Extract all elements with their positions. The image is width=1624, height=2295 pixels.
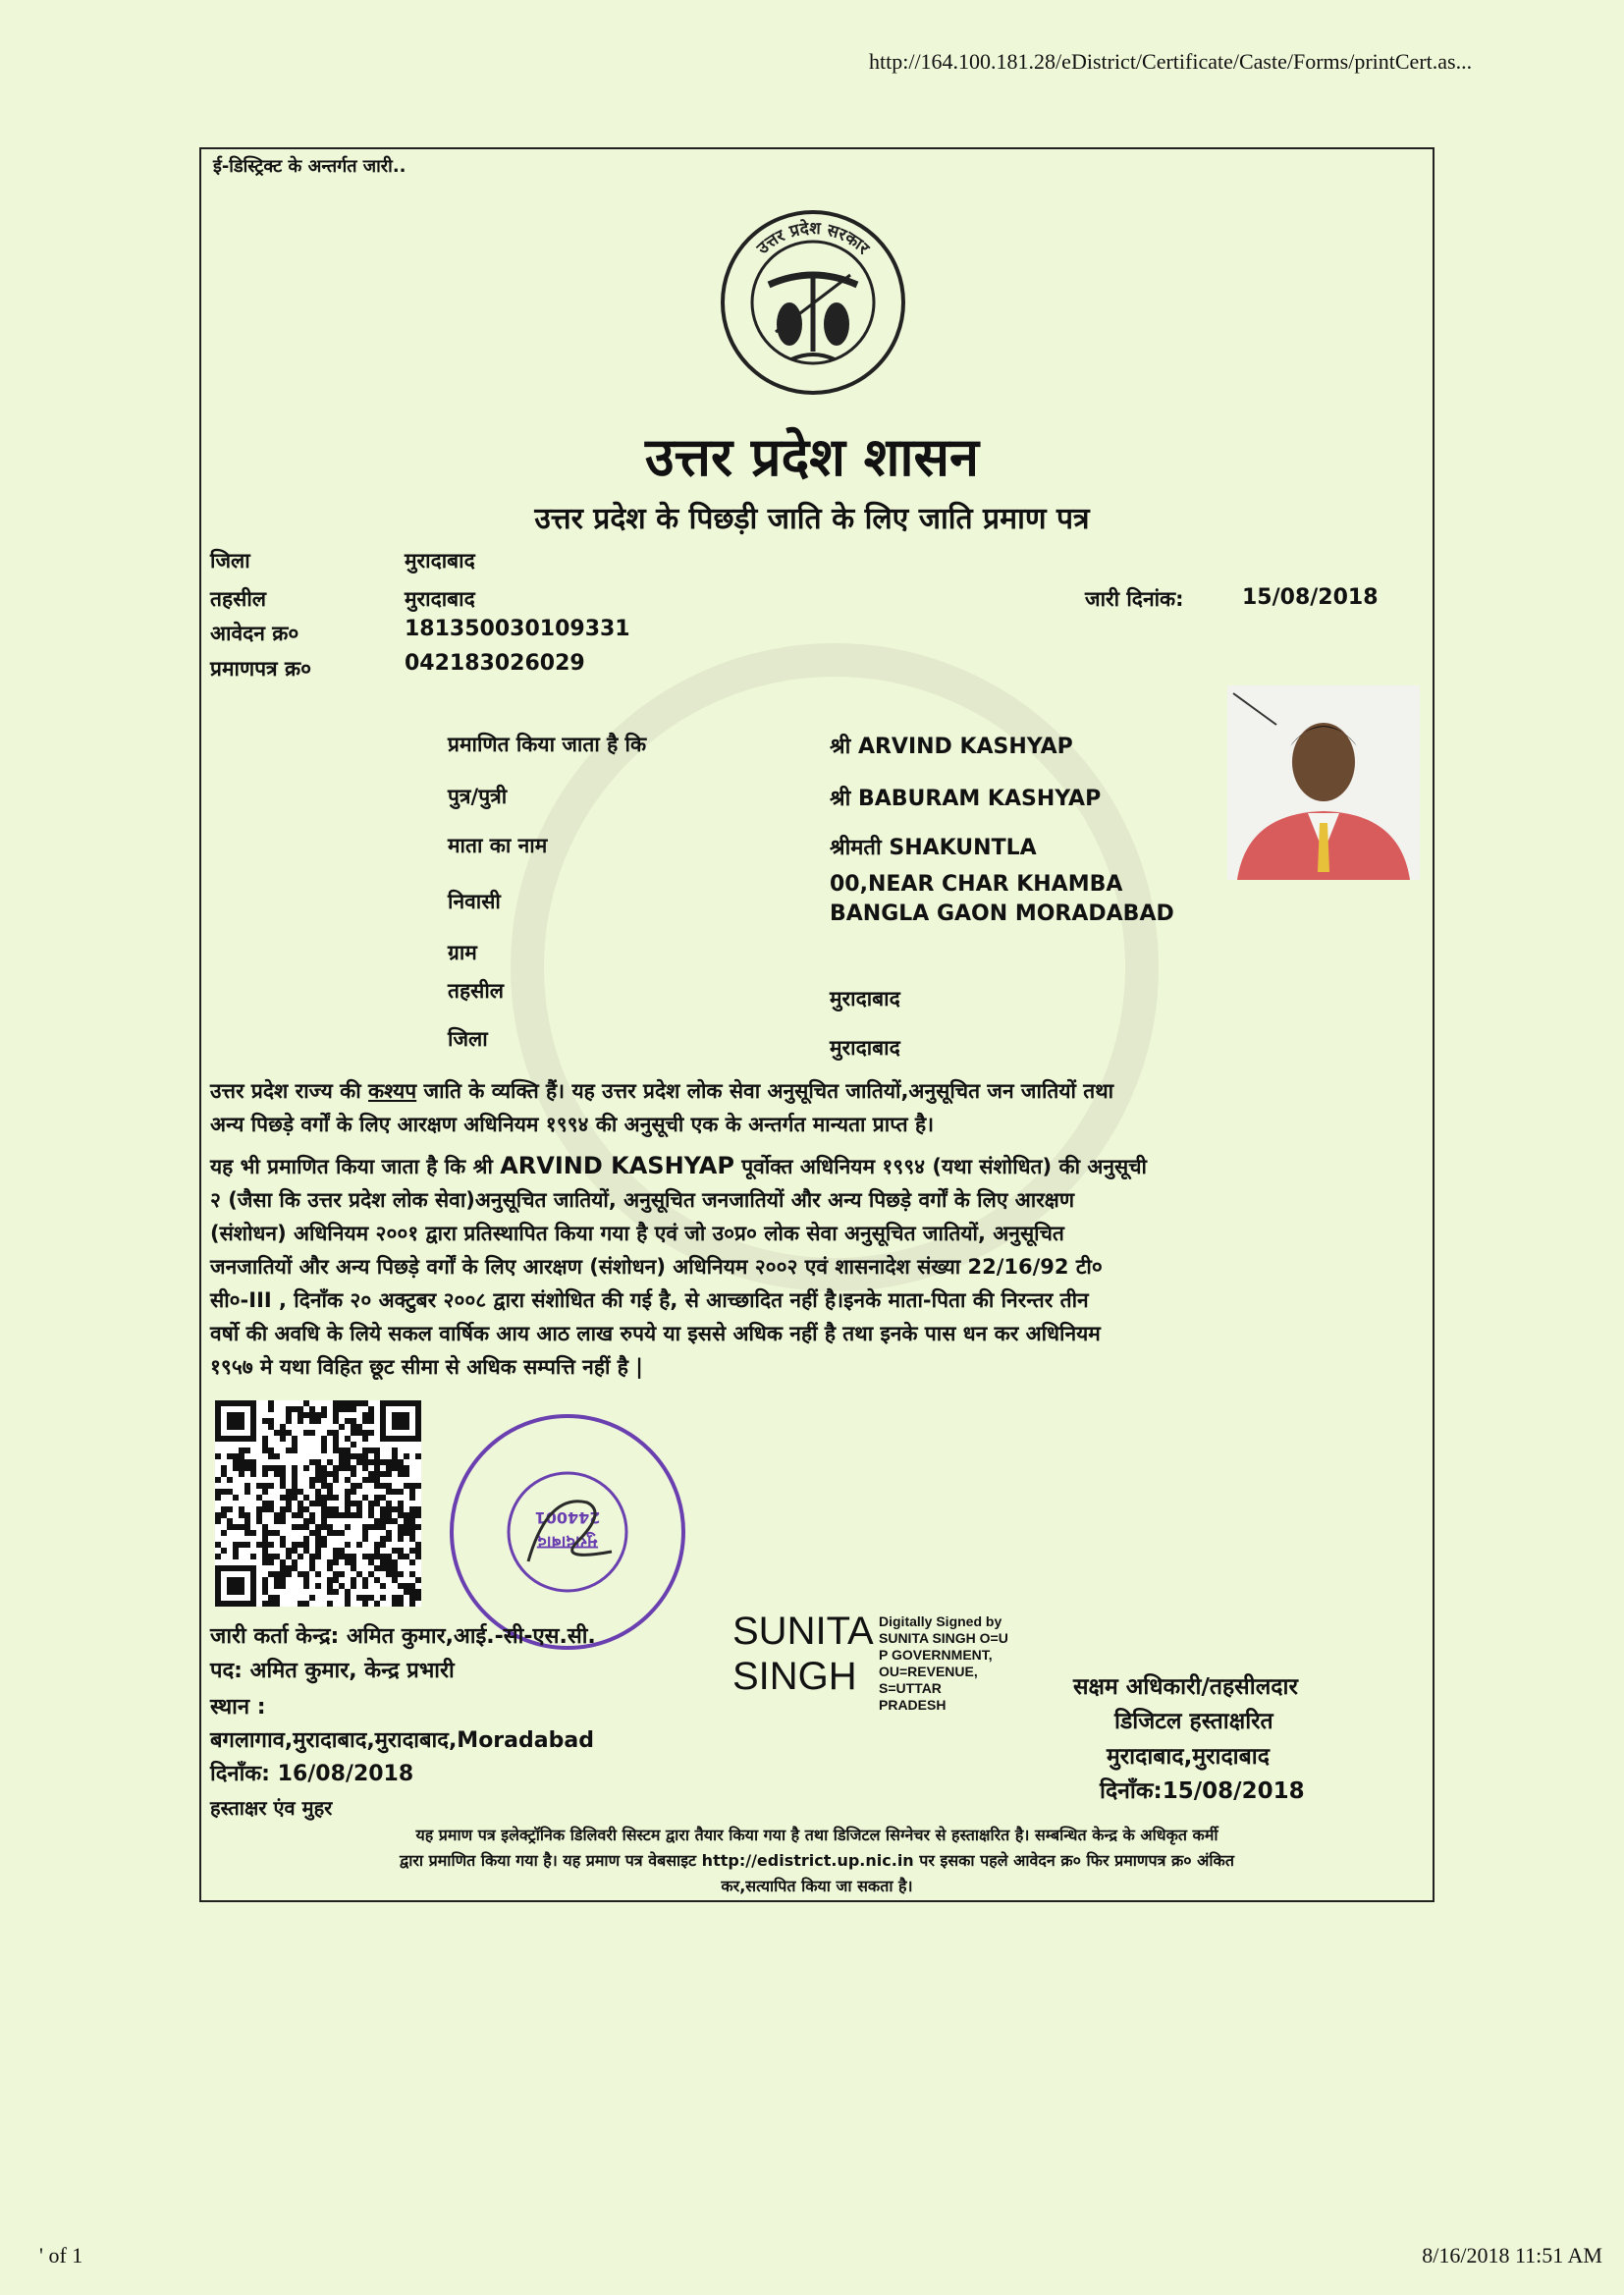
mother-name: श्रीमती SHAKUNTLA	[830, 836, 1037, 860]
details-tehsil-value: मुरादाबाद	[830, 987, 900, 1011]
tehsil-label: तहसील	[210, 587, 266, 611]
authority-title: सक्षम अधिकारी/तहसीलदार	[1073, 1674, 1298, 1700]
certificate-number: 042183026029	[405, 651, 585, 676]
qr-code	[215, 1400, 421, 1607]
resident-address-line1: 00,NEAR CHAR KHAMBA	[830, 872, 1123, 897]
sign-and-seal-label: हस्ताक्षर एंव मुहर	[210, 1796, 333, 1820]
para1-line1: उत्तर प्रदेश राज्य की कश्यप जाति के व्यक्ति हैं। यह उत्तर प्रदेश लोक सेवा अनुसूचित जातियों,अनुसूचित जन जातियों तथा	[210, 1079, 1114, 1103]
certificate-number-label: प्रमाणपत्र क्र०	[210, 657, 312, 681]
certified-label: प्रमाणित किया जाता है कि	[448, 733, 647, 756]
digital-signature-name: SUNITA SINGH	[732, 1610, 874, 1698]
authority-date: दिनाँक:15/08/2018	[1100, 1778, 1305, 1804]
tehsil-value: मुरादाबाद	[405, 587, 475, 611]
para2-line3: (संशोधन) अधिनियम २००१ द्वारा प्रतिस्थापित किया गया है एवं जो उ०प्र० लोक सेवा अनुसूचित जातियों, अनुसूचित	[210, 1222, 1064, 1245]
issuer-post: पद: अमित कुमार, केन्द्र प्रभारी	[210, 1659, 455, 1683]
body-paragraph-1	[210, 1074, 1428, 1141]
caste-name: कश्यप	[368, 1079, 417, 1103]
para2-line6: वर्षो की अवधि के लिये सकल वार्षिक आय आठ लाख रुपये या इससे अधिक नहीं है तथा इनके पास धन कर अधिनियम	[210, 1322, 1101, 1345]
village-label: ग्राम	[448, 941, 477, 964]
issuer-centre: जारी कर्ता केन्द्र: अमित कुमार,आई.-सी-एस.सी.	[210, 1624, 596, 1649]
applicant-photo	[1227, 685, 1420, 880]
para2-line1: यह भी प्रमाणित किया जाता है कि श्री ARVIND KASHYAP पूर्वोक्त अधिनियम १९९४ (यथा संशोधित) की अनुसूची	[210, 1152, 1147, 1179]
resident-label: निवासी	[448, 890, 501, 913]
para2-line5: सी०-III , दिनाँक २० अक्टुबर २००८ द्वारा संशोधित की गई है, से आच्छादित नहीं है।इनके माता-पिता की निरन्तर तीन	[210, 1288, 1089, 1312]
certificate-title: उत्तर प्रदेश के पिछड़ी जाति के लिए जाति प्रमाण पत्र	[534, 502, 1090, 536]
para1-line2: अन्य पिछड़े वर्गों के लिए आरक्षण अधिनियम १९९४ की अनुसूची एक के अन्तर्गत मान्यता प्राप्त है।	[210, 1113, 935, 1136]
parent-name: श्री BABURAM KASHYAP	[830, 787, 1102, 811]
certified-name: श्री ARVIND KASHYAP	[830, 735, 1073, 759]
page-indicator: ' of 1	[39, 2243, 83, 2268]
svg-text:244001: 244001	[534, 1508, 601, 1527]
application-label: आवेदन क्र०	[210, 622, 299, 645]
details-district-label: जिला	[448, 1027, 488, 1051]
authority-digital: डिजिटल हस्ताक्षरित	[1114, 1709, 1273, 1734]
mother-label: माता का नाम	[448, 834, 548, 857]
issuer-date: दिनाँक: 16/08/2018	[210, 1762, 414, 1786]
issued-under-note: ई-डिस्ट्रिक्ट के अन्तर्गत जारी..	[213, 156, 406, 177]
issuer-place-label: स्थान :	[210, 1695, 266, 1720]
issue-date-value: 15/08/2018	[1242, 585, 1379, 610]
svg-text:उत्तर प्रदेश सरकार: उत्तर प्रदेश सरकार	[753, 218, 874, 259]
para2-line7: १९५७ मे यथा विहित छूट सीमा से अधिक सम्पत्ति नहीं है |	[210, 1355, 643, 1379]
details-tehsil-label: तहसील	[448, 979, 504, 1003]
print-url: http://164.100.181.28/eDistrict/Certificate/Caste/Forms/printCert.as...	[869, 49, 1473, 74]
resident-address-line2: BANGLA GAON MORADABAD	[830, 902, 1174, 926]
svg-text:मुरादाबाद: मुरादाबाद	[537, 1532, 598, 1553]
para2-line4: जनजातियों और अन्य पिछड़े वर्गों के लिए आरक्षण (संशोधन) अधिनियम २००२ एवं शासनादेश संख्या 22/16/92 टी०	[210, 1255, 1103, 1279]
para2-line2: २ (जैसा कि उत्तर प्रदेश लोक सेवा)अनुसूचित जातियों, अनुसूचित जनजातियों और अन्य पिछड़े वर्गों के लिए आरक्षण	[210, 1188, 1075, 1212]
issuer-place-value: बगलागाव,मुरादाबाद,मुरादाबाद,Moradabad	[210, 1728, 594, 1753]
digital-signature-details: Digitally Signed by SUNITA SINGH O=U P GOVERNMENT, OU=REVENUE, S=UTTAR PRADESH	[879, 1613, 1008, 1713]
authority-place: मुरादाबाद,मुरादाबाद	[1107, 1744, 1270, 1770]
up-emblem-icon	[715, 204, 911, 401]
parent-label: पुत्र/पुत्री	[448, 785, 508, 808]
district-label: जिला	[210, 549, 250, 573]
district-value: मुरादाबाद	[405, 549, 475, 573]
government-title: उत्तर प्रदेश शासन	[645, 426, 979, 488]
print-timestamp: 8/16/2018 11:51 AM	[1422, 2243, 1602, 2268]
issue-date-label: जारी दिनांक:	[1085, 587, 1184, 611]
para2-name: ARVIND KASHYAP	[500, 1152, 734, 1179]
application-number: 181350030109331	[405, 617, 630, 641]
verification-note: यह प्रमाण पत्र इलेक्ट्रॉनिक डिलिवरी सिस्टम द्वारा तैयार किया गया है तथा डिजिटल सिग्नेचर से हस्ताक्षरित है। सम्बन्धित केन्द्र के अधिकृत कर्मी द्वारा प्रमाणित किया गया है। यह प्रमाण पत्र वेबसाइट http://edistrict.up.nic.in पर इसका पहले आवेदन क्र० फिर प्रमाणपत्र क्र० अंकित कर,सत्यापित किया जा सकता है।	[400, 1826, 1234, 1895]
body-paragraph-2	[210, 1149, 1428, 1384]
details-district-value: मुरादाबाद	[830, 1036, 900, 1060]
